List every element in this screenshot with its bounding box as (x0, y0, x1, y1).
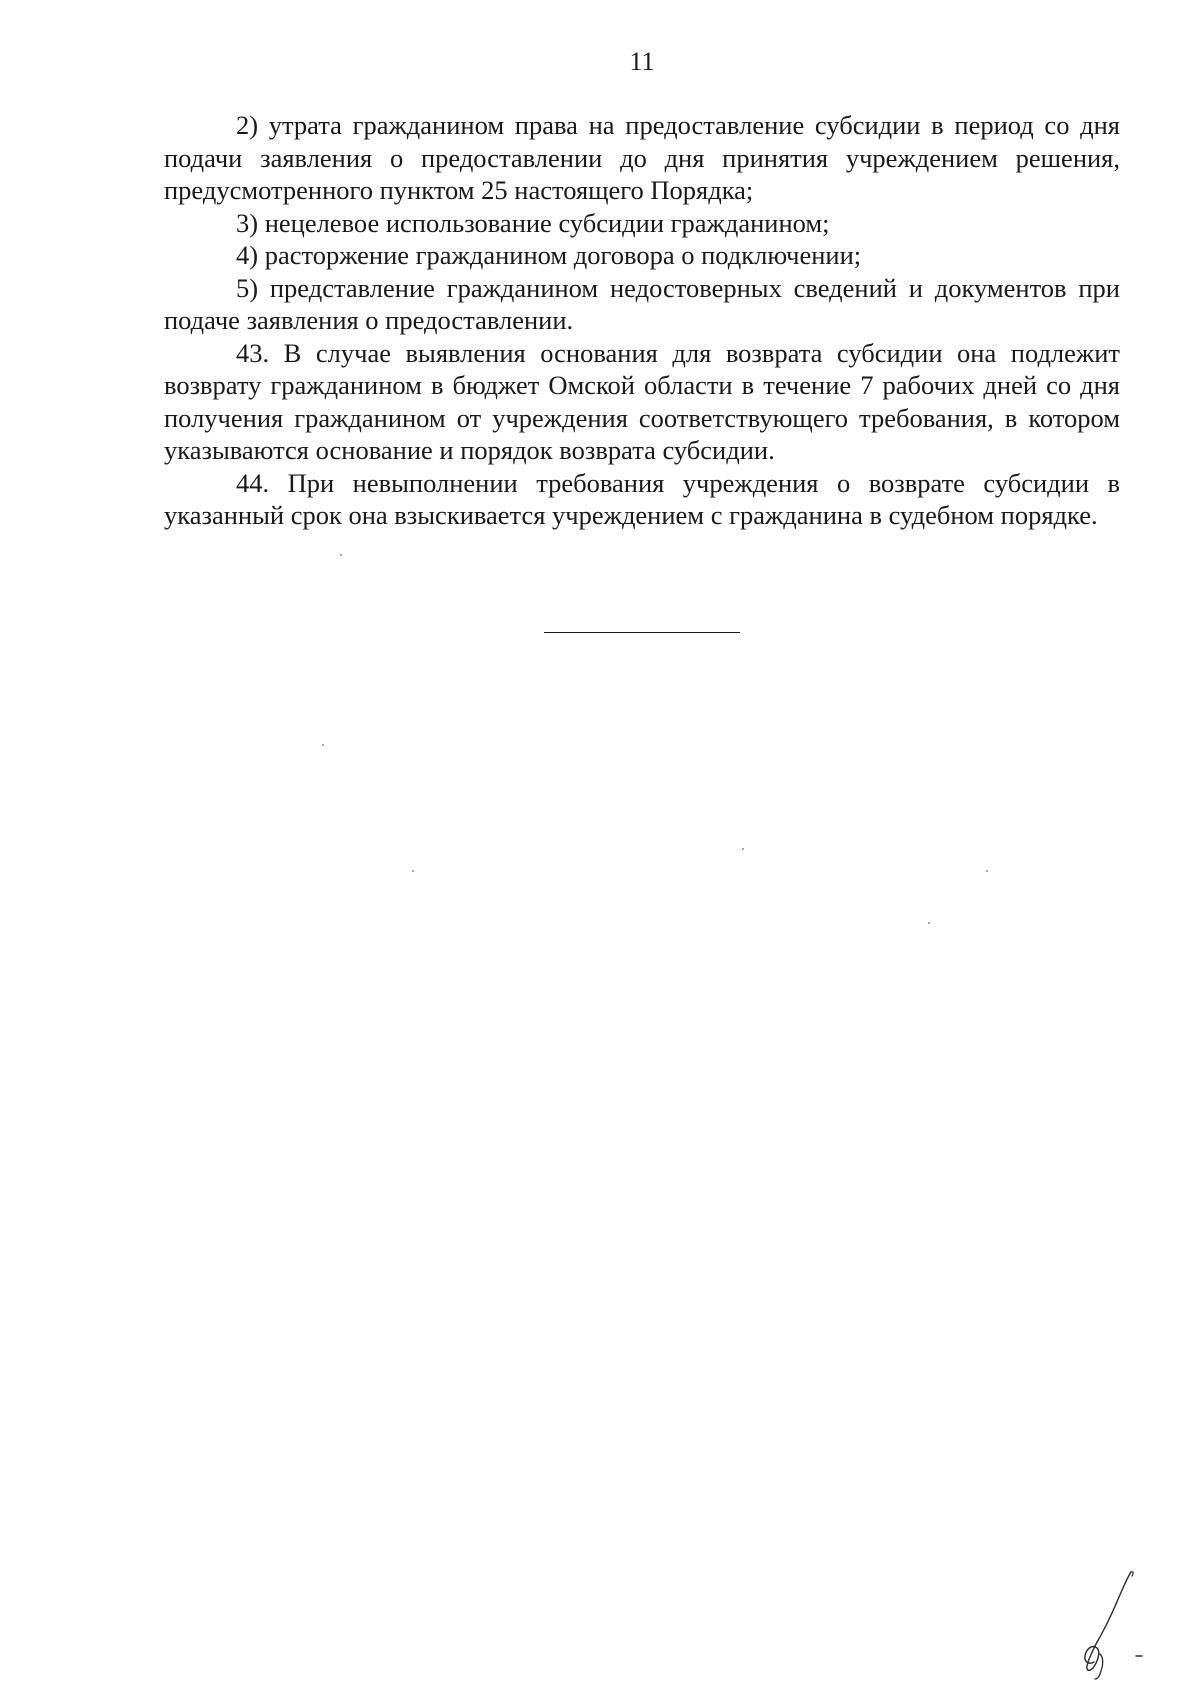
paragraph-item-5: 5) представление гражданином недостоверных сведений и документов при подаче заявления о предоставлении. (164, 272, 1120, 335)
paragraph-item-2: 2) утрата гражданином права на предоставление субсидии в период со дня подачи заявления о предоставлении до дня принятия учреждением решения, предусмотренного пунктом 25 настоящего Порядка; (164, 110, 1120, 205)
scan-speck (742, 848, 744, 850)
scan-speck (986, 870, 988, 872)
page-number: 11 (629, 47, 655, 76)
document-body (164, 109, 1120, 532)
end-of-document-rule (544, 632, 740, 633)
paragraph-44: 44. При невыполнении требования учреждения о возврате субсидии в указанный срок она взыскивается учреждением с гражданина в судебном порядке. (164, 467, 1120, 530)
scan-speck (340, 554, 342, 556)
paragraph-item-3: 3) нецелевое использование субсидии гражданином; (236, 207, 830, 238)
paragraph-item-4: 4) расторжение гражданином договора о подключении; (236, 240, 862, 270)
scan-speck (412, 870, 414, 872)
scan-speck (322, 744, 324, 746)
paragraph-43: 43. В случае выявления основания для возврата субсидии она подлежит возврату гражданином в бюджет Омской области в течение 7 рабочих дней со дня получения гражданином от учреждения соответствующего требования, в котором указываются основание и порядок возврата субсидии. (164, 337, 1120, 465)
scan-speck (928, 922, 930, 924)
handwritten-signature (1070, 1568, 1150, 1680)
